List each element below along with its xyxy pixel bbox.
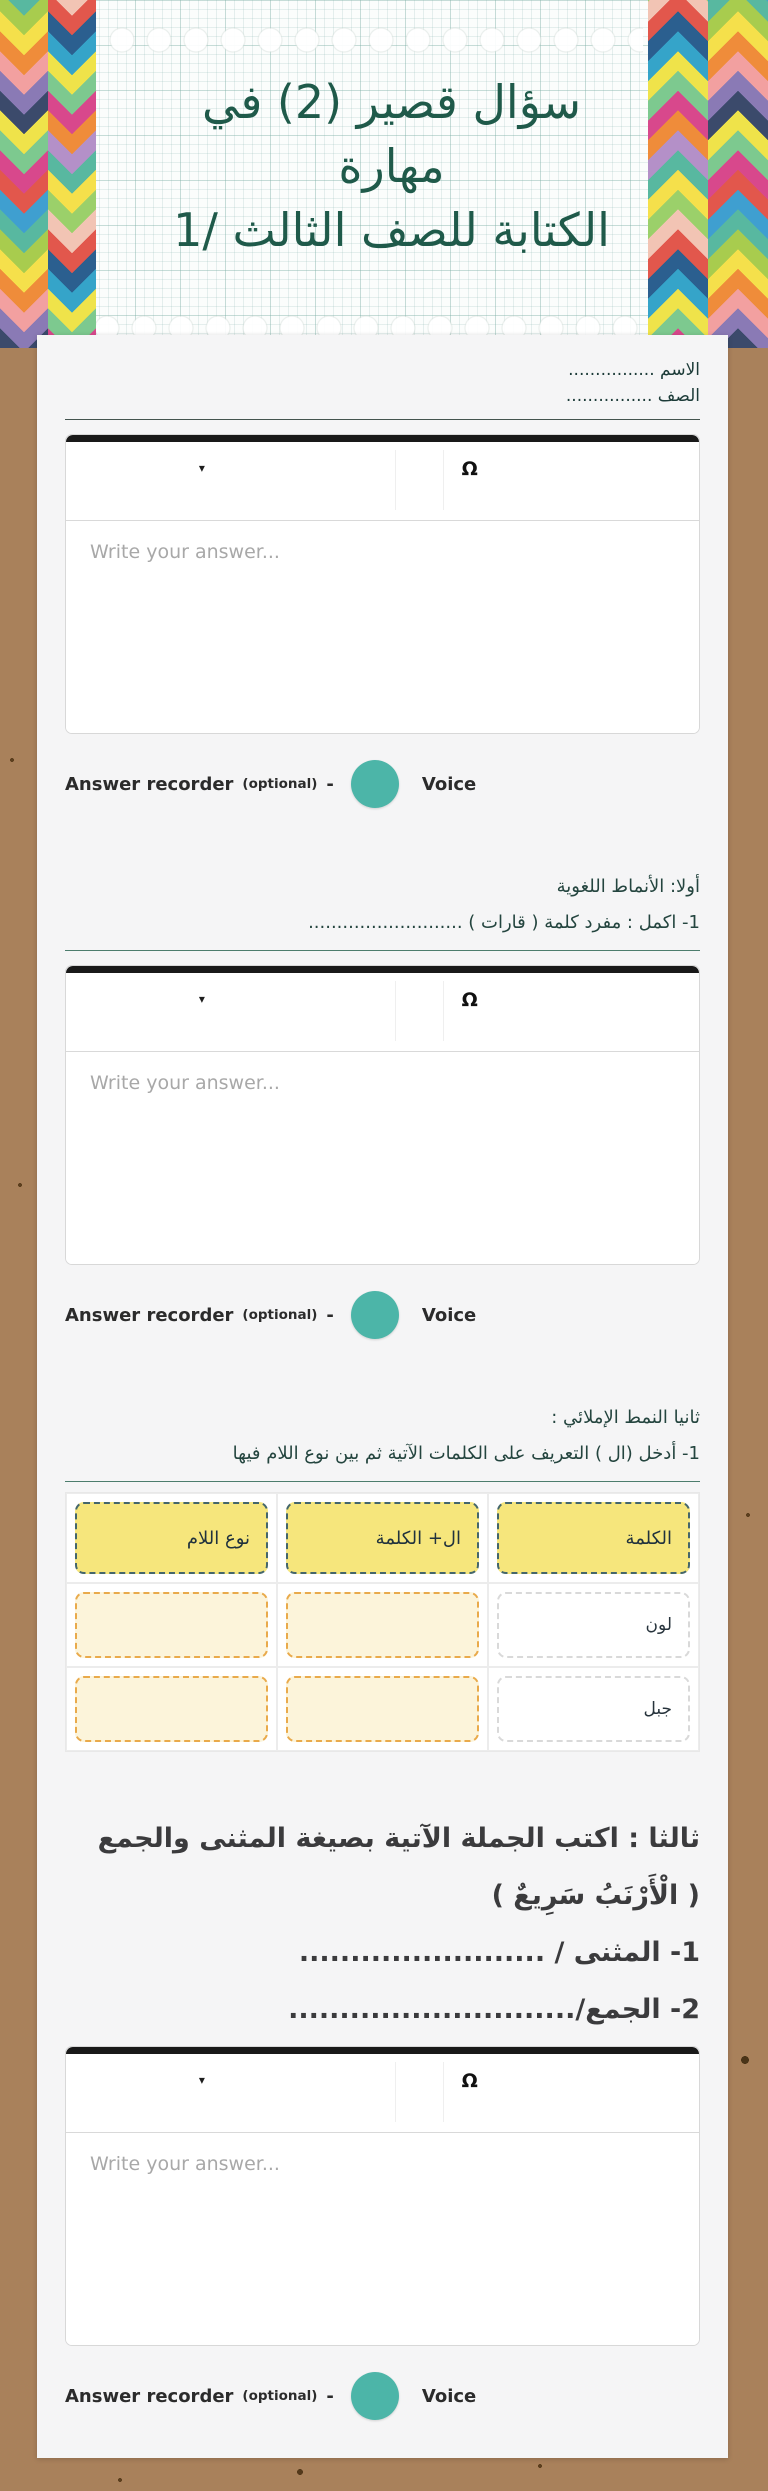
table-header-cell — [277, 1493, 488, 1583]
worksheet-title-line2: الكتابة للصف الثالث /1 — [173, 203, 610, 257]
chevron-stripe — [72, 0, 96, 348]
question-divider — [65, 1481, 700, 1482]
answer-box-2 — [65, 965, 700, 1265]
chevron-down-icon: ▾ — [198, 461, 205, 475]
table-row — [277, 1583, 488, 1667]
chevron-stripe — [24, 0, 48, 348]
voice-record-button[interactable] — [351, 2372, 399, 2420]
section-second-question: 1- أدخل (ال ) التعريف على الكلمات الآتية ثم بين نوع اللام فيها — [232, 1443, 700, 1464]
voice-label: Voice — [421, 2385, 477, 2407]
omega-icon: Ω — [461, 458, 478, 480]
section-third-item1: 1- المثنى / ........................ — [298, 1937, 700, 1968]
given-word: لون — [497, 1592, 690, 1658]
answer-textarea[interactable] — [66, 521, 699, 733]
chevron-down-icon: ▾ — [198, 2073, 205, 2087]
table-row — [66, 1583, 277, 1667]
toolbar-divider — [443, 981, 444, 1041]
toolbar-divider — [395, 2062, 396, 2122]
worksheet-header — [0, 0, 768, 348]
worksheet-title — [150, 70, 633, 262]
chevron-decoration-left — [0, 0, 96, 348]
answer-recorder-row-3 — [65, 2372, 700, 2420]
recorder-optional-label: (optional) — [242, 776, 318, 792]
lam-type-table — [65, 1492, 700, 1752]
voice-record-button[interactable] — [351, 760, 399, 808]
answer-box-top-bar — [66, 2047, 699, 2054]
answer-box-3 — [65, 2046, 700, 2346]
question-divider — [65, 950, 700, 951]
recorder-label: Answer recorder — [65, 1304, 234, 1326]
toolbar-divider — [443, 2062, 444, 2122]
answer-box-1 — [65, 434, 700, 734]
name-label: الاسم ................ — [568, 360, 700, 380]
omega-icon: Ω — [461, 2070, 478, 2092]
answer-drop-cell[interactable] — [75, 1676, 268, 1742]
toolbar-divider — [395, 981, 396, 1041]
chevron-stripe — [678, 0, 708, 348]
section-first-question: 1- اكمل : مفرد كلمة ( قارات ) ........................... — [308, 912, 700, 933]
answer-recorder-row-1 — [65, 760, 700, 808]
student-info — [65, 357, 700, 409]
class-label: الصف ................ — [565, 386, 700, 406]
section-second — [65, 1403, 700, 1469]
table-row — [488, 1583, 699, 1667]
toolbar-dropdown-button[interactable] — [199, 462, 205, 474]
table-header-lam-type: نوع اللام — [75, 1502, 268, 1574]
answer-recorder-row-2 — [65, 1291, 700, 1339]
section-divider — [65, 419, 700, 420]
special-characters-button[interactable] — [462, 2070, 478, 2092]
voice-label: Voice — [421, 1304, 477, 1326]
answer-box-top-bar — [66, 435, 699, 442]
table-row — [488, 1667, 699, 1751]
answer-box-top-bar — [66, 966, 699, 973]
omega-icon: Ω — [461, 989, 478, 1011]
voice-record-button[interactable] — [351, 1291, 399, 1339]
section-third-sentence: ( الْأَرْنَبُ سَرِيعٌ ) — [491, 1880, 700, 1911]
section-third — [65, 1810, 700, 2038]
special-characters-button[interactable] — [462, 989, 478, 1011]
table-header-cell — [66, 1493, 277, 1583]
section-first — [65, 872, 700, 938]
worksheet-title-line1: سؤال قصير (2) في مهارة — [201, 75, 582, 193]
table-row — [277, 1667, 488, 1751]
recorder-optional-label: (optional) — [242, 2388, 318, 2404]
toolbar-dropdown-button[interactable] — [199, 993, 205, 1005]
recorder-label: Answer recorder — [65, 773, 234, 795]
chevron-stripe — [708, 0, 738, 348]
recorder-dash: - — [326, 1304, 334, 1326]
special-characters-button[interactable] — [462, 458, 478, 480]
worksheet-panel — [37, 335, 728, 2458]
toolbar-divider — [395, 450, 396, 510]
answer-box-toolbar — [66, 442, 699, 521]
recorder-dash: - — [326, 773, 334, 795]
answer-box-toolbar — [66, 2054, 699, 2133]
scallop-border-top — [105, 26, 643, 54]
table-header-al-word: ال+ الكلمة — [286, 1502, 479, 1574]
answer-box-toolbar — [66, 973, 699, 1052]
answer-textarea[interactable] — [66, 2133, 699, 2345]
toolbar-dropdown-button[interactable] — [199, 2074, 205, 2086]
answer-textarea[interactable] — [66, 1052, 699, 1264]
recorder-dash: - — [326, 2385, 334, 2407]
chevron-stripe — [0, 0, 24, 348]
answer-drop-cell[interactable] — [286, 1676, 479, 1742]
chevron-stripe — [648, 0, 678, 348]
answer-drop-cell[interactable] — [286, 1592, 479, 1658]
chevron-decoration-right — [648, 0, 768, 348]
section-first-heading: أولا: الأنماط اللغوية — [556, 876, 700, 897]
table-header-cell — [488, 1493, 699, 1583]
chevron-stripe — [738, 0, 768, 348]
given-word: جبل — [497, 1676, 690, 1742]
chevron-down-icon: ▾ — [198, 992, 205, 1006]
table-row — [66, 1667, 277, 1751]
toolbar-divider — [443, 450, 444, 510]
chevron-stripe — [48, 0, 72, 348]
recorder-label: Answer recorder — [65, 2385, 234, 2407]
answer-drop-cell[interactable] — [75, 1592, 268, 1658]
recorder-optional-label: (optional) — [242, 1307, 318, 1323]
section-third-heading: ثالثا : اكتب الجملة الآتية بصيغة المثنى والجمع — [97, 1823, 700, 1854]
section-third-item2: 2- الجمع/............................ — [288, 1994, 700, 2025]
table-header-word: الكلمة — [497, 1502, 690, 1574]
voice-label: Voice — [421, 773, 477, 795]
section-second-heading: ثانيا النمط الإملائي : — [551, 1407, 700, 1428]
